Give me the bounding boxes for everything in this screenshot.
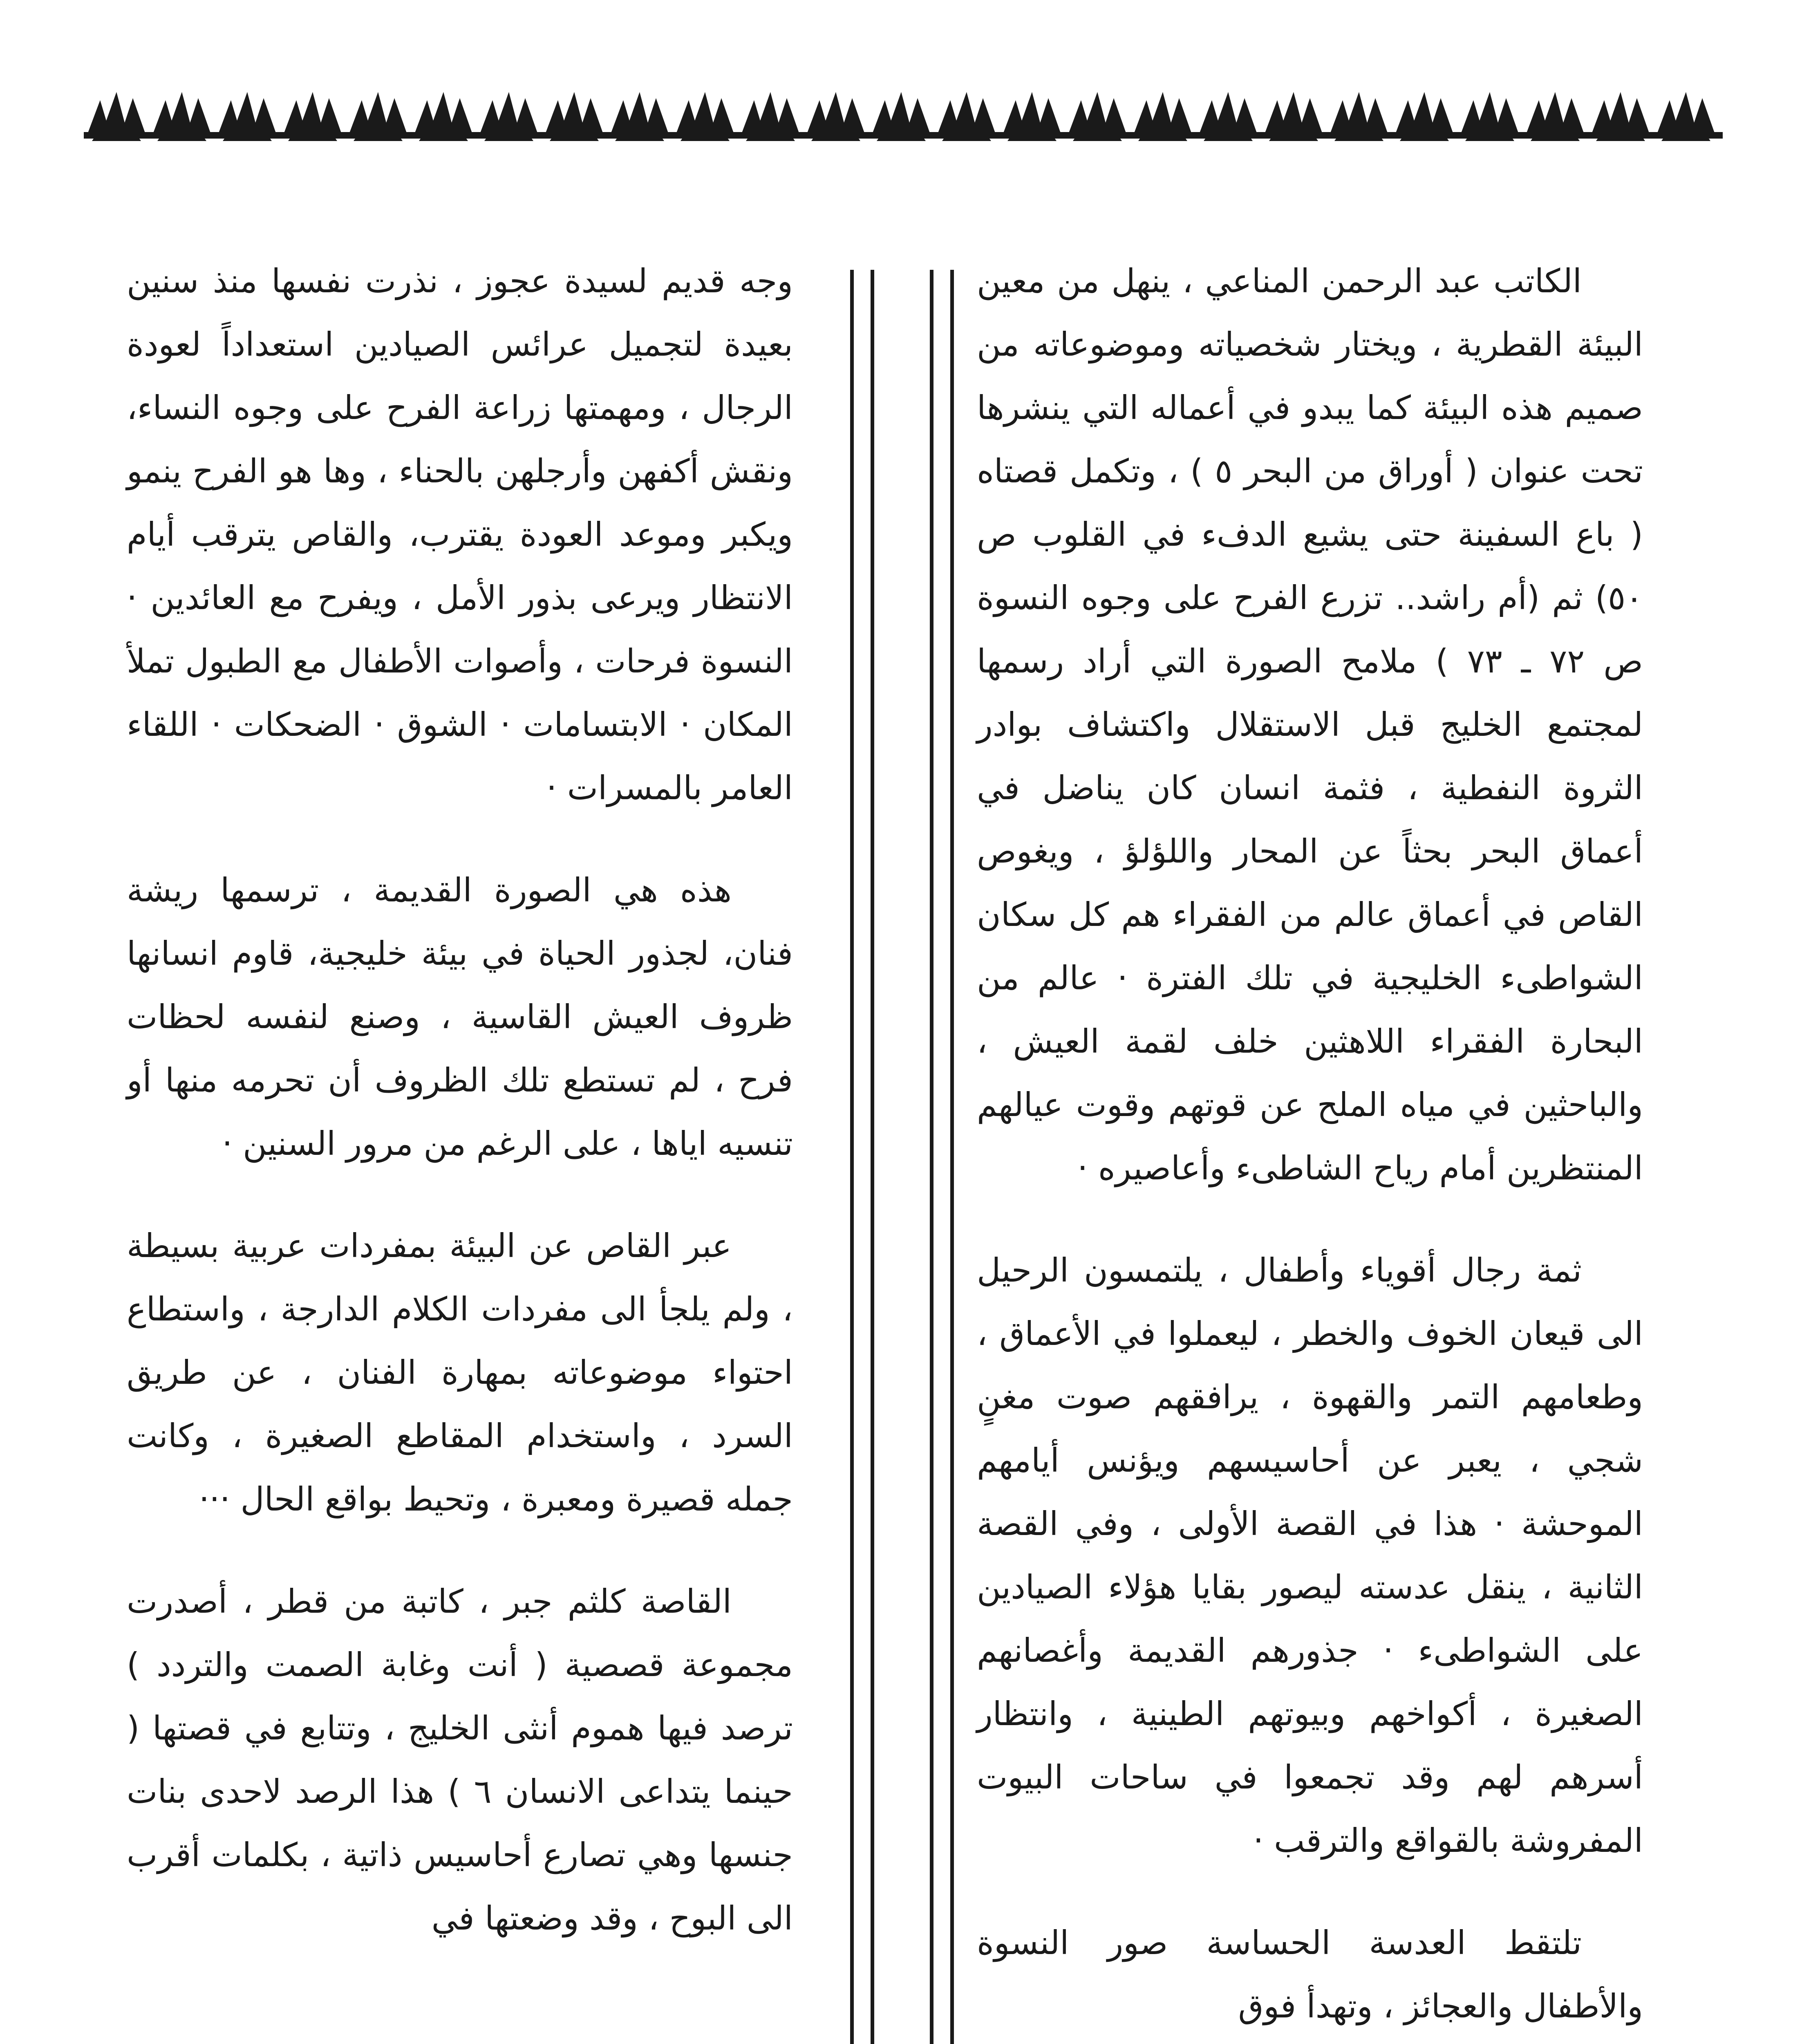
decorative-header-border bbox=[84, 84, 1723, 149]
column-divider-rule bbox=[850, 270, 854, 2044]
paragraph: القاصة كلثم جبر ، كاتبة من قطر ، أصدرت مجموعة قصصية ( أنت وغابة الصمت والتردد ) ترصد فيها هموم أنثى الخليج ، وتتابع في قصتها ( حينما يتداعى الانسان ٦ ) هذا الرصد لاحدى بنات جنسها وهي تصارع أحاسيس ذاتية ، بكلمات أقرب الى البوح ، وقد وضعتها في bbox=[127, 1582, 793, 1937]
left-column bbox=[127, 249, 793, 1989]
paragraph: الكاتب عبد الرحمن المناعي ، ينهل من معين البيئة القطرية ، ويختار شخصياته وموضوعاته من صميم هذه البيئة كما يبدو في أعماله التي ينشرها تحت عنوان ( أوراق من البحر ٥ ) ، وتكمل قصتاه ( باع السفينة حتى يشيع الدفء في القلوب ص ٥٠) ثم (أم راشد.. تزرع الفرح على وجوه النسوة ص ٧٢ ـ ٧٣ ) ملامح الصورة التي أراد رسمها لمجتمع الخليج قبل الاستقلال واكتشاف بوادر الثروة النفطية ، فثمة انسان كان يناضل في أعماق البحر بحثاً عن المحار واللؤلؤ ، ويغوص القاص في أعماق عالم من الفقراء هم كل سكان الشواطىء الخليجية في تلك الفترة · عالم من البحارة الفقراء اللاهثين خلف لقمة العيش ، والباحثين في مياه الملح عن قوتهم وقوت عيالهم المنتظرين أمام رياح الشاطىء وأعاصيره · bbox=[977, 262, 1643, 1187]
column-divider-rule bbox=[950, 270, 954, 2044]
right-column bbox=[977, 249, 1643, 2044]
column-divider-rule bbox=[871, 270, 874, 2044]
paragraph: وجه قديم لسيدة عجوز ، نذرت نفسها منذ سنين بعيدة لتجميل عرائس الصيادين استعداداً لعودة الرجال ، ومهمتها زراعة الفرح على وجوه النساء، ونقش أكفهن وأرجلهن بالحناء ، وها هو الفرح ينمو ويكبر وموعد العودة يقترب، والقاص يترقب أيام الانتظار ويرعى بذور الأمل ، ويفرح مع العائدين · النسوة فرحات ، وأصوات الأطفال مع الطبول تملأ المكان · الابتسامات · الشوق · الضحكات · اللقاء العامر بالمسرات · bbox=[127, 262, 793, 807]
column-divider-rule bbox=[930, 270, 933, 2044]
paragraph: عبر القاص عن البيئة بمفردات عربية بسيطة ، ولم يلجأ الى مفردات الكلام الدارجة ، واستطاع احتواء موضوعاته بمهارة الفنان ، عن طريق السرد ، واستخدام المقاطع الصغيرة ، وكانت جمله قصيرة ومعبرة ، وتحيط بواقع الحال ··· bbox=[127, 1227, 793, 1518]
paragraph: ثمة رجال أقوياء وأطفال ، يلتمسون الرحيل الى قيعان الخوف والخطر ، ليعملوا في الأعماق ، وطعامهم التمر والقهوة ، يرافقهم صوت مغنٍ شجي ، يعبر عن أحاسيسهم ويؤنس أيامهم الموحشة · هذا في القصة الأولى ، وفي القصة الثانية ، ينقل عدسته ليصور بقايا هؤلاء الصيادين على الشواطىء · جذورهم القديمة وأغصانهم الصغيرة ، أكواخهم وبيوتهم الطينية ، وانتظار أسرهم لهم وقد تجمعوا في ساحات البيوت المفروشة بالقواقع والترقب · bbox=[977, 1251, 1643, 1860]
paragraph: هذه هي الصورة القديمة ، ترسمها ريشة فنان، لجذور الحياة في بيئة خليجية، قاوم انسانها ظروف العيش القاسية ، وصنع لنفسه لحظات فرح ، لم تستطع تلك الظروف أن تحرمه منها أو تنسيه اياها ، على الرغم من مرور السنين · bbox=[127, 871, 793, 1163]
paragraph: تلتقط العدسة الحساسة صور النسوة والأطفال والعجائز ، وتهدأ فوق bbox=[977, 1924, 1643, 2025]
